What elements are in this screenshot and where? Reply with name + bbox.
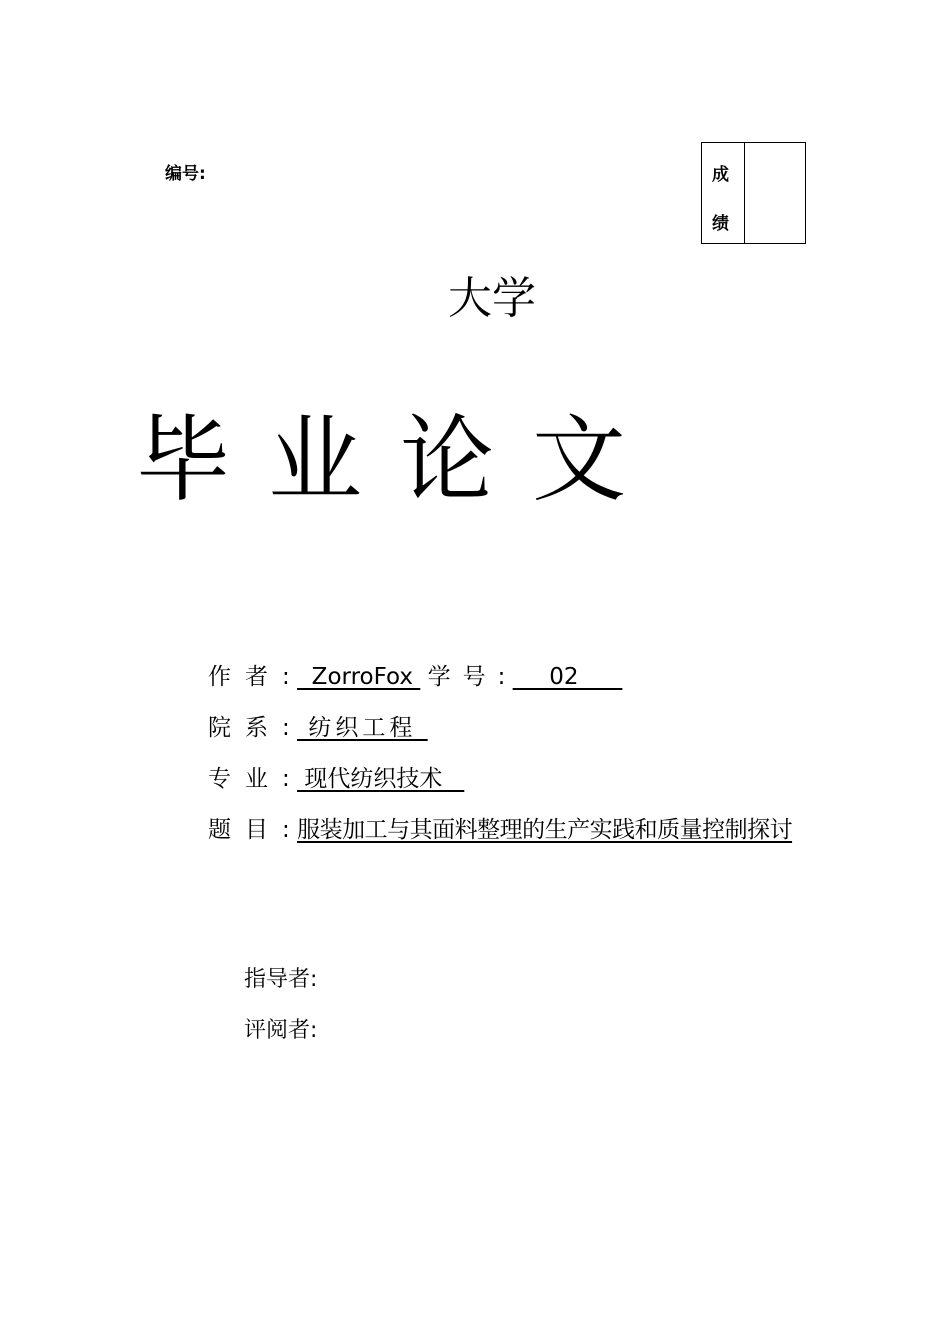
- student-id-value: 02: [512, 664, 623, 690]
- author-label: 作者: [208, 664, 282, 690]
- author-row: [208, 658, 622, 691]
- grade-box: [701, 142, 806, 244]
- reviewer-label: 评阅者:: [244, 1018, 318, 1043]
- student-id-colon: :: [497, 664, 506, 690]
- author-colon: :: [282, 664, 290, 690]
- department-value: 纺织工程: [297, 715, 428, 741]
- university-title: 大学: [448, 273, 536, 324]
- topic-label: 题目: [208, 817, 282, 843]
- department-label: 院系: [208, 715, 282, 741]
- grade-label-char-2: 绩: [712, 214, 729, 234]
- topic-colon: :: [282, 817, 290, 843]
- major-value: 现代纺织技术: [297, 766, 465, 792]
- grade-label-cell: [702, 143, 745, 243]
- grade-value-cell: [745, 143, 805, 243]
- serial-number-label: 编号:: [165, 164, 206, 184]
- author-value: ZorroFox: [297, 664, 421, 690]
- department-row: [208, 709, 428, 742]
- department-colon: :: [282, 715, 290, 741]
- grade-label-char-1: 成: [712, 165, 729, 185]
- topic-value: 服装加工与其面料整理的生产实践和质量控制探讨: [297, 817, 793, 843]
- advisor-label: 指导者:: [244, 967, 318, 992]
- major-colon: :: [282, 766, 290, 792]
- topic-row: [208, 811, 792, 844]
- major-label: 专业: [208, 766, 282, 792]
- major-row: [208, 760, 464, 793]
- student-id-label: 学号: [427, 664, 498, 690]
- thesis-title: 毕业论文: [136, 406, 665, 515]
